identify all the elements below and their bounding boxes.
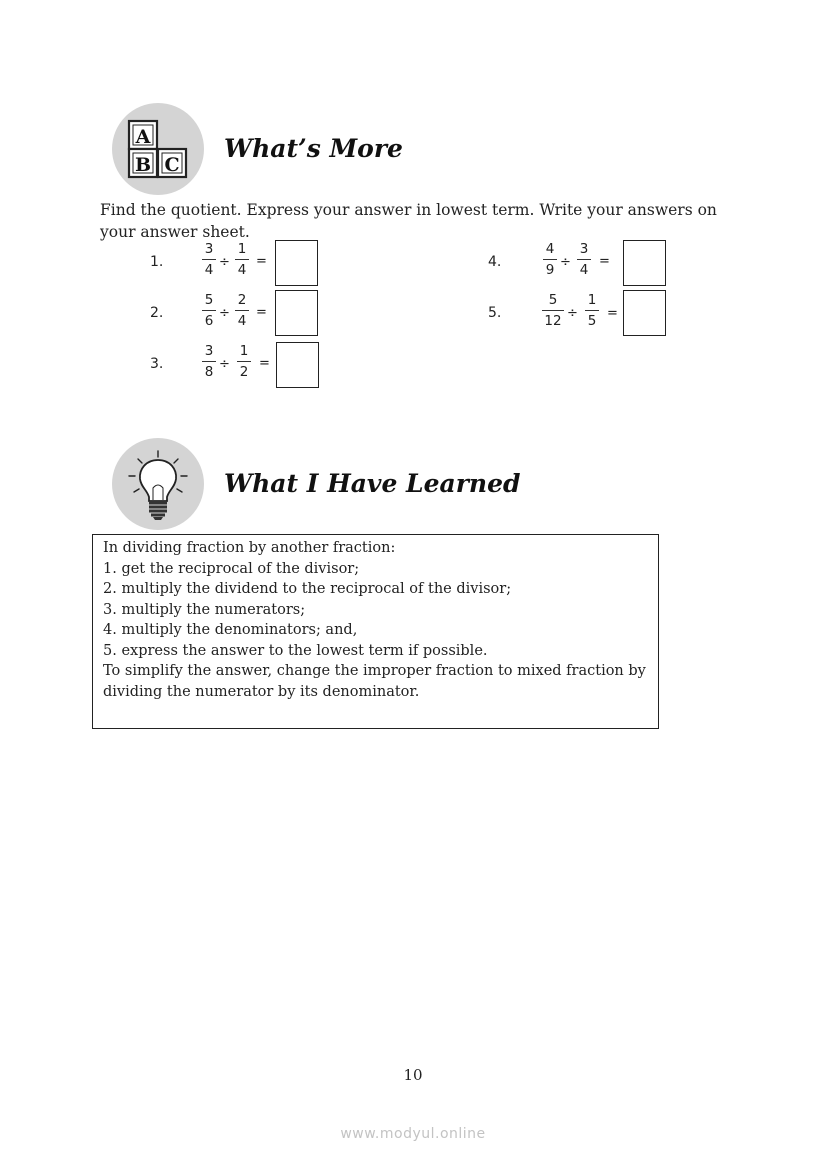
summary-line: In dividing fraction by another fraction:: [103, 540, 396, 556]
answer-box[interactable]: [623, 290, 666, 336]
divide-sign: ÷: [219, 306, 230, 321]
summary-line: 2. multiply the dividend to the reciprocal of the divisor;: [103, 581, 512, 597]
denominator: 2: [239, 364, 249, 381]
problem-number: 1.: [150, 254, 164, 270]
answer-box[interactable]: [623, 240, 666, 286]
denominator: 12: [544, 313, 562, 330]
whats-more-title: What’s More: [224, 134, 403, 163]
denominator: 6: [204, 313, 214, 330]
watermark: www.modyul.online: [340, 1126, 486, 1142]
dividend-fraction: [202, 241, 216, 279]
divide-sign: ÷: [567, 306, 578, 321]
denominator: 4: [204, 262, 214, 279]
summary-line: 5. express the answer to the lowest term if possible.: [103, 643, 488, 659]
numerator: 3: [579, 241, 589, 257]
numerator: 1: [587, 292, 597, 308]
denominator: 4: [579, 262, 589, 279]
denominator: 8: [204, 364, 214, 381]
numerator: 3: [204, 241, 214, 257]
denominator: 9: [545, 262, 555, 279]
divide-sign: ÷: [219, 357, 230, 372]
summary-line: 3. multiply the numerators;: [103, 602, 306, 618]
numerator: 5: [204, 292, 214, 308]
numerator: 5: [548, 292, 558, 308]
divisor-fraction: [585, 292, 599, 330]
block-letter-b: B: [134, 154, 152, 176]
dividend-fraction: [202, 343, 216, 381]
divisor-fraction: [235, 241, 249, 279]
summary-line: 4. multiply the denominators; and,: [103, 622, 358, 638]
divisor-fraction: [237, 343, 251, 381]
problem-number: 5.: [488, 305, 502, 321]
dividend-fraction: [542, 292, 564, 330]
equals-sign: =: [599, 254, 610, 269]
page-number: 10: [403, 1066, 423, 1084]
problem-number: 3.: [150, 356, 164, 372]
problem-number: 4.: [488, 254, 502, 270]
denominator: 4: [237, 262, 247, 279]
answer-box[interactable]: [275, 290, 318, 336]
block-letter-c: C: [164, 154, 180, 176]
summary-line: 1. get the reciprocal of the divisor;: [103, 561, 360, 577]
divide-sign: ÷: [560, 255, 571, 270]
equals-sign: =: [256, 254, 267, 269]
summary-line: To simplify the answer, change the improper fraction to mixed fraction by: [103, 663, 646, 679]
divisor-fraction: [235, 292, 249, 330]
equals-sign: =: [256, 305, 267, 320]
summary-line: dividing the numerator by its denominator.: [103, 684, 420, 700]
equals-sign: =: [607, 306, 618, 321]
denominator: 4: [237, 313, 247, 330]
denominator: 5: [587, 313, 597, 330]
answer-box[interactable]: [275, 240, 318, 286]
divide-sign: ÷: [219, 255, 230, 270]
equals-sign: =: [259, 356, 270, 371]
block-letter-a: A: [135, 126, 151, 148]
divisor-fraction: [577, 241, 591, 279]
problem-number: 2.: [150, 305, 164, 321]
abc-blocks-icon: [112, 103, 204, 195]
numerator: 4: [545, 241, 555, 257]
lightbulb-icon: [112, 438, 204, 530]
numerator: 2: [237, 292, 247, 308]
answer-box[interactable]: [276, 342, 319, 388]
instructions: Find the quotient. Express your answer in lowest term. Write your answers on your answer sheet.: [100, 201, 717, 241]
dividend-fraction: [202, 292, 216, 330]
dividend-fraction: [543, 241, 557, 279]
what-i-have-learned-title: What I Have Learned: [224, 469, 521, 498]
numerator: 1: [239, 343, 249, 359]
numerator: 3: [204, 343, 214, 359]
numerator: 1: [237, 241, 247, 257]
